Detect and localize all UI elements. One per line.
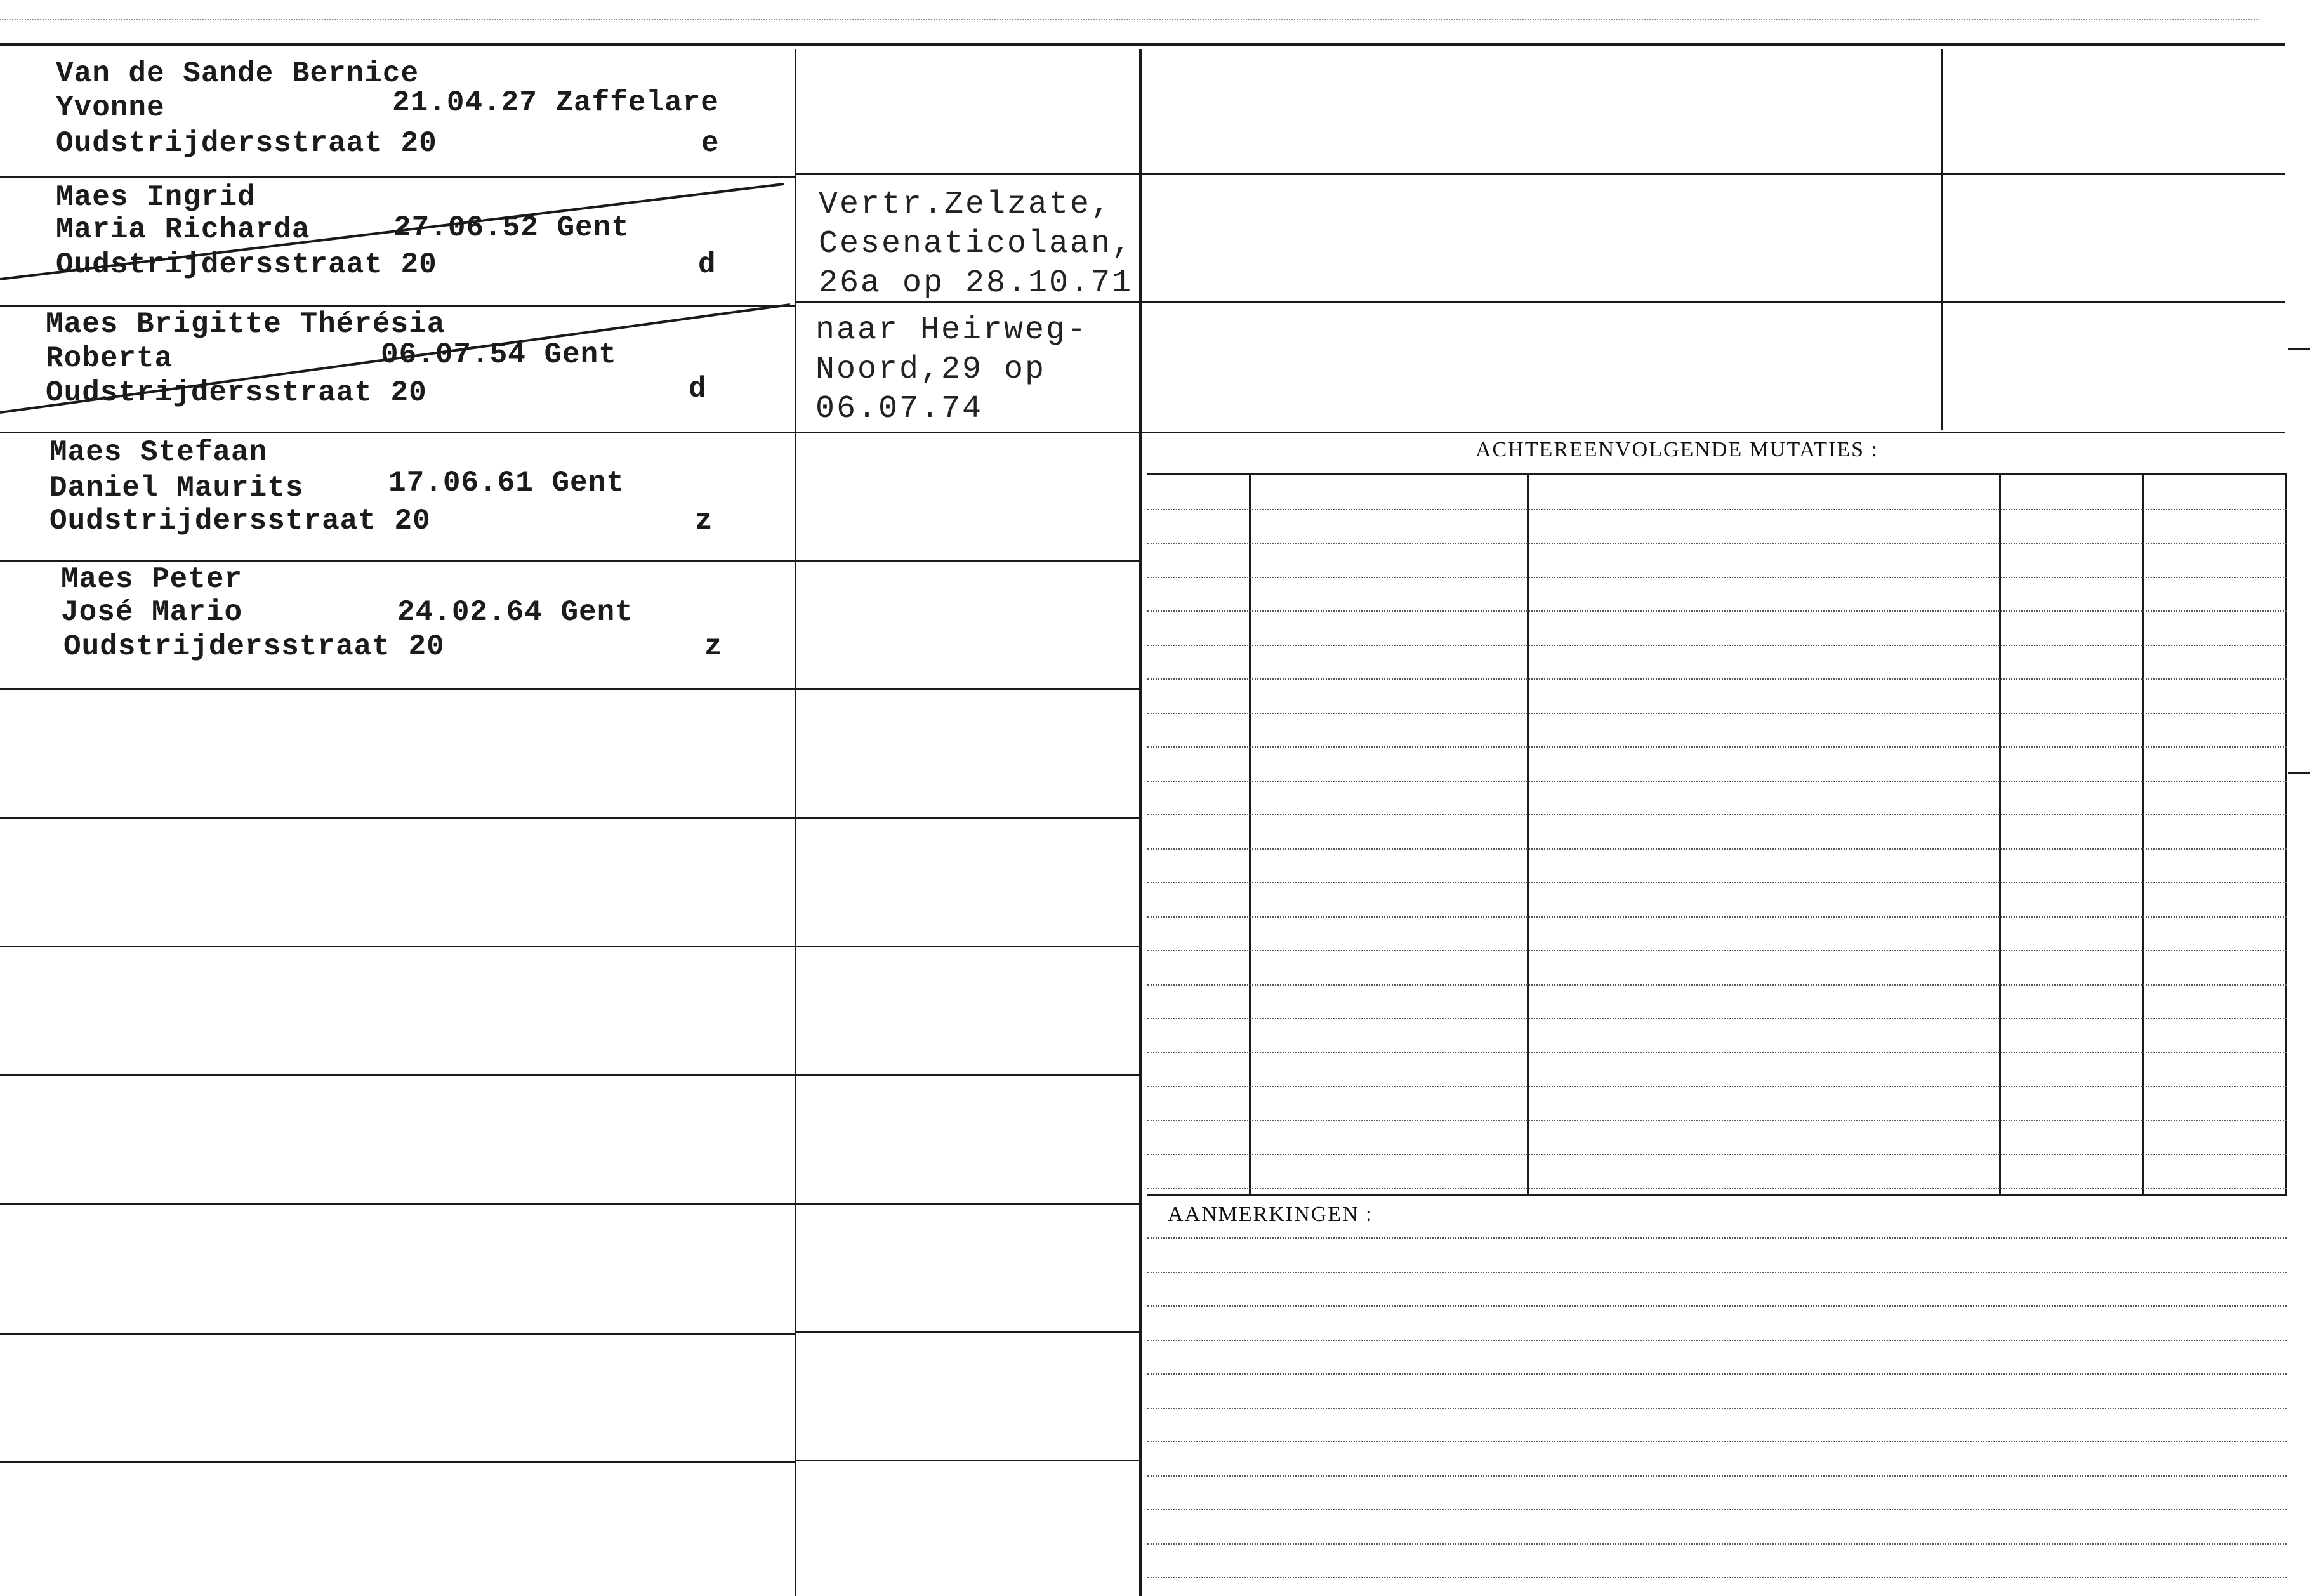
entry-name-line1: Maes Brigitte Thérésia xyxy=(46,308,446,341)
entry-code: d xyxy=(689,373,707,406)
entry-name-line2: Maria Richarda xyxy=(56,213,310,246)
entry-name-line2: José Mario xyxy=(61,596,243,629)
entry-name-line2: Roberta xyxy=(46,342,173,375)
mutaties-heading: ACHTEREENVOLGENDE MUTATIES : xyxy=(1475,438,1878,461)
entry-birth: 06.07.54 Gent xyxy=(381,338,617,371)
entry-birth: 21.04.27 Zaffelare xyxy=(392,86,719,119)
entry-departure-note: naar Heirweg- Noord,29 op 06.07.74 xyxy=(815,312,1088,427)
entry-name-line1: Maes Ingrid xyxy=(56,181,256,214)
entry-street: Oudstrijdersstraat 20 xyxy=(56,127,437,160)
strike-line-entry-2 xyxy=(0,184,784,279)
entry-code: z xyxy=(704,630,723,663)
entry-street: Oudstrijdersstraat 20 xyxy=(63,630,445,663)
entry-code: z xyxy=(695,505,713,537)
entry-name-line2: Daniel Maurits xyxy=(50,472,304,505)
entry-street: Oudstrijdersstraat 20 xyxy=(46,376,427,409)
entry-birth: 27.06.52 Gent xyxy=(393,211,630,244)
entry-name-line1: Maes Stefaan xyxy=(50,436,268,469)
entry-code: e xyxy=(701,127,720,160)
entry-birth: 24.02.64 Gent xyxy=(397,596,633,629)
strike-line-entry-3 xyxy=(0,305,790,412)
entry-name-line2: Yvonne xyxy=(56,91,165,124)
entry-street: Oudstrijdersstraat 20 xyxy=(56,248,437,281)
entry-birth: 17.06.61 Gent xyxy=(388,466,624,499)
entry-street: Oudstrijdersstraat 20 xyxy=(50,505,431,537)
entry-name-line1: Maes Peter xyxy=(61,563,243,596)
aanmerkingen-heading: AANMERKINGEN : xyxy=(1168,1203,1373,1226)
entry-name-line1: Van de Sande Bernice xyxy=(56,57,419,90)
entry-departure-note: Vertr.Zelzate, Cesenaticolaan, 26a op 28.10.71 xyxy=(819,187,1133,301)
entry-code: d xyxy=(698,248,716,281)
